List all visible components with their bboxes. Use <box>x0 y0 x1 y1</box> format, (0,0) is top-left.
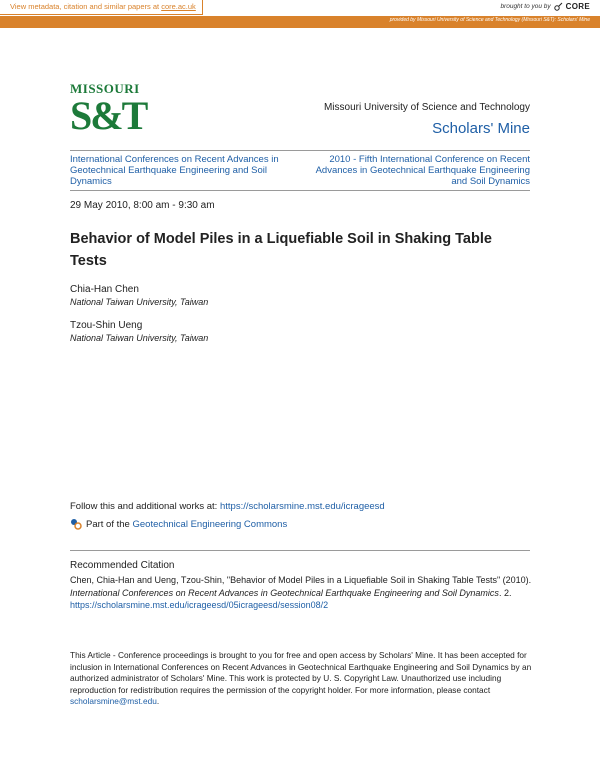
core-icon <box>554 2 563 11</box>
citation-divider <box>70 550 530 551</box>
citation-series: International Conferences on Recent Advances in Geotechnical Earthquake Engineering and Soil Dynamics <box>70 587 499 598</box>
citation-url[interactable]: https://scholarsmine.mst.edu/icrageesd/05icrageesd/session08/2 <box>70 600 329 610</box>
author-name: Tzou-Shin Ueng <box>70 320 143 331</box>
core-logo: CORE <box>565 2 590 11</box>
notice-text: This Article - Conference proceedings is brought to you for free and open access by Scholars' Mine. It has been accepted for inclusion in International Conferences on Recent Advances in Geotechnical Earthquake Engineering and Soil Dynamics by an authorized administrator of Scholars' Mine. This work is protected by U. S. Copyright Law. Unauthorized use including reproduction for redistribution requires the permission of the copyright holder. For more information, please contact <box>70 650 532 695</box>
follow-line <box>70 501 385 512</box>
event-date: 29 May 2010, 8:00 am - 9:30 am <box>70 200 215 211</box>
part-of-line <box>70 518 287 530</box>
author-affiliation: National Taiwan University, Taiwan <box>70 297 209 307</box>
author-name: Chia-Han Chen <box>70 284 139 295</box>
institution-name: Missouri University of Science and Technology <box>323 102 530 113</box>
access-notice <box>70 650 535 708</box>
core-metadata-notice <box>0 0 203 15</box>
commons-link[interactable]: Geotechnical Engineering Commons <box>132 518 288 530</box>
core-metadata-text: View metadata, citation and similar papers at <box>10 2 162 11</box>
recommended-citation-heading: Recommended Citation <box>70 560 175 571</box>
core-banner <box>0 0 600 28</box>
citation-number: . 2. <box>498 587 512 598</box>
part-of-text: Part of the <box>86 518 133 530</box>
contact-email-link[interactable]: scholarsmine@mst.edu <box>70 696 157 706</box>
bepress-commons-icon <box>70 518 82 530</box>
follow-link[interactable]: https://scholarsmine.mst.edu/icrageesd <box>219 501 385 512</box>
core-provider-strip <box>0 16 600 28</box>
logo-missouri-text: MISSOURI <box>70 81 140 96</box>
author-affiliation: National Taiwan University, Taiwan <box>70 333 209 343</box>
missouri-st-logo <box>70 81 147 138</box>
citation-authors-title: Chen, Chia-Han and Ueng, Tzou-Shin, "Behavior of Model Piles in a Liquefiable Soil in Shaking Table Tests" (2010). <box>70 575 532 585</box>
follow-text: Follow this and additional works at: <box>70 501 220 512</box>
notice-end: . <box>156 696 160 706</box>
provided-by-text: provided by Missouri University of Science and Technology (Missouri S&T): Scholars' Mine <box>389 17 590 23</box>
core-branding[interactable] <box>500 2 590 11</box>
core-link[interactable]: core.ac.uk <box>161 2 196 11</box>
series-divider-top <box>70 150 530 151</box>
logo-st-text: S&T <box>70 93 147 138</box>
series-link-left[interactable]: International Conferences on Recent Advances in Geotechnical Earthquake Engineering and Soil Dynamics <box>70 154 279 187</box>
brought-by-text: brought to you by <box>500 3 551 10</box>
repository-name[interactable]: Scholars' Mine <box>432 120 530 137</box>
series-link-right[interactable]: 2010 - Fifth International Conference on Recent Advances in Geotechnical Earthquake Engineering and Soil Dynamics <box>315 154 530 187</box>
paper-title: Behavior of Model Piles in a Liquefiable Soil in Shaking Table Tests <box>70 231 492 269</box>
recommended-citation <box>70 574 535 612</box>
series-divider-bottom <box>70 190 530 191</box>
